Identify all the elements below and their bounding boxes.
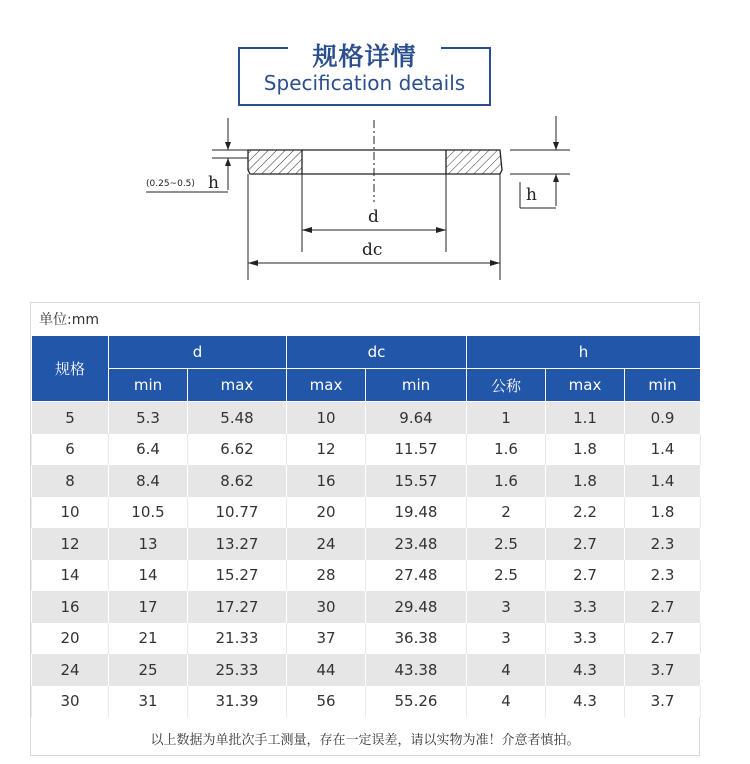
- table-cell: 25.33: [188, 654, 287, 686]
- table-cell: 10: [287, 402, 366, 434]
- table-cell: 1.6: [467, 434, 546, 466]
- table-cell: 28: [287, 560, 366, 592]
- table-cell: 1.1: [546, 402, 625, 434]
- table-cell: 1.8: [546, 434, 625, 466]
- table-cell: 19.48: [366, 497, 467, 529]
- table-cell: 11.57: [366, 434, 467, 466]
- table-cell: 6.62: [188, 434, 287, 466]
- header-d: d: [109, 336, 287, 369]
- washer-drawing: [130, 110, 600, 290]
- table-cell: 17.27: [188, 591, 287, 623]
- table-cell: 2.7: [546, 528, 625, 560]
- table-cell: 4: [467, 686, 546, 718]
- dimension-h-right: [510, 116, 570, 208]
- table-cell: 56: [287, 686, 366, 718]
- table-cell: 5.3: [109, 402, 188, 434]
- table-row: [32, 528, 701, 560]
- subheader-d-max: max: [188, 369, 287, 402]
- subheader-dc-min: min: [366, 369, 467, 402]
- table-cell: 2.3: [625, 528, 701, 560]
- subheader-h-min: min: [625, 369, 701, 402]
- table-cell: 4.3: [546, 654, 625, 686]
- title-english: Specification details: [263, 71, 466, 95]
- table-cell: 21.33: [188, 623, 287, 655]
- table-cell: 24: [32, 654, 109, 686]
- table-cell: 3: [467, 623, 546, 655]
- subheader-d-min: min: [109, 369, 188, 402]
- table-cell: 23.48: [366, 528, 467, 560]
- table-cell: 10.77: [188, 497, 287, 529]
- washer-section: [248, 120, 502, 202]
- table-cell: 2.5: [467, 560, 546, 592]
- table-cell: 43.38: [366, 654, 467, 686]
- table-cell: 2.7: [625, 591, 701, 623]
- subheader-dc-max: max: [287, 369, 366, 402]
- table-cell: 2.2: [546, 497, 625, 529]
- table-row: [32, 560, 701, 592]
- table-cell: 2.7: [546, 560, 625, 592]
- table-cell: 3.7: [625, 686, 701, 718]
- table-cell: 8: [32, 465, 109, 497]
- table-row: [32, 402, 701, 434]
- tolerance-label: (0.25~0.5): [146, 179, 195, 189]
- table-cell: 14: [109, 560, 188, 592]
- table-cell: 44: [287, 654, 366, 686]
- d-label: d: [368, 207, 379, 227]
- dimension-h-left: [146, 118, 248, 193]
- unit-label: 单位:mm: [39, 312, 99, 328]
- table-cell: 21: [109, 623, 188, 655]
- table-cell: 12: [287, 434, 366, 466]
- table-cell: 1.8: [625, 497, 701, 529]
- table-cell: 13: [109, 528, 188, 560]
- table-cell: 4: [467, 654, 546, 686]
- table-cell: 2.3: [625, 560, 701, 592]
- table-cell: 2.5: [467, 528, 546, 560]
- table-cell: 20: [32, 623, 109, 655]
- table-cell: 16: [32, 591, 109, 623]
- table-cell: 3.3: [546, 591, 625, 623]
- table-cell: 1.4: [625, 434, 701, 466]
- spec-table-panel: [30, 302, 700, 756]
- table-cell: 30: [287, 591, 366, 623]
- table-row: [32, 654, 701, 686]
- h-left-label: h: [208, 173, 219, 193]
- table-row: [32, 434, 701, 466]
- table-cell: 36.38: [366, 623, 467, 655]
- table-cell: 10.5: [109, 497, 188, 529]
- table-cell: 6: [32, 434, 109, 466]
- table-cell: 2: [467, 497, 546, 529]
- table-cell: 8.4: [109, 465, 188, 497]
- table-cell: 25: [109, 654, 188, 686]
- table-cell: 12: [32, 528, 109, 560]
- table-cell: 6.4: [109, 434, 188, 466]
- table-cell: 2.7: [625, 623, 701, 655]
- table-cell: 14: [32, 560, 109, 592]
- table-cell: 29.48: [366, 591, 467, 623]
- table-cell: 37: [287, 623, 366, 655]
- table-cell: 27.48: [366, 560, 467, 592]
- table-cell: 3.3: [546, 623, 625, 655]
- table-cell: 30: [32, 686, 109, 718]
- table-cell: 9.64: [366, 402, 467, 434]
- header-spec: 规格: [32, 336, 109, 402]
- table-cell: 20: [287, 497, 366, 529]
- table-cell: 24: [287, 528, 366, 560]
- table-cell: 3.7: [625, 654, 701, 686]
- table-cell: 55.26: [366, 686, 467, 718]
- spec-table-body: [32, 402, 701, 718]
- table-row: [32, 465, 701, 497]
- table-cell: 31.39: [188, 686, 287, 718]
- table-cell: 8.62: [188, 465, 287, 497]
- table-cell: 15.27: [188, 560, 287, 592]
- table-row: [32, 591, 701, 623]
- table-row: [32, 686, 701, 718]
- header-dc: dc: [287, 336, 467, 369]
- title-box: [238, 42, 491, 106]
- measurement-note: 以上数据为单批次手工测量，存在一定误差，请以实物为准！介意者慎拍。: [150, 733, 580, 748]
- subheader-h-nominal: 公称: [467, 369, 546, 402]
- table-cell: 10: [32, 497, 109, 529]
- table-cell: 4.3: [546, 686, 625, 718]
- table-cell: 13.27: [188, 528, 287, 560]
- table-cell: 15.57: [366, 465, 467, 497]
- table-row: [32, 497, 701, 529]
- table-cell: 5.48: [188, 402, 287, 434]
- header-h: h: [467, 336, 701, 369]
- table-cell: 0.9: [625, 402, 701, 434]
- table-cell: 1.8: [546, 465, 625, 497]
- h-right-label: h: [526, 185, 537, 205]
- title-chinese: 规格详情: [312, 42, 417, 71]
- table-cell: 16: [287, 465, 366, 497]
- table-cell: 17: [109, 591, 188, 623]
- table-cell: 1.6: [467, 465, 546, 497]
- table-row: [32, 623, 701, 655]
- table-cell: 3: [467, 591, 546, 623]
- table-cell: 1: [467, 402, 546, 434]
- table-cell: 31: [109, 686, 188, 718]
- dc-label: dc: [362, 240, 383, 260]
- subheader-h-max: max: [546, 369, 625, 402]
- table-cell: 5: [32, 402, 109, 434]
- spec-table: [31, 335, 701, 717]
- table-cell: 1.4: [625, 465, 701, 497]
